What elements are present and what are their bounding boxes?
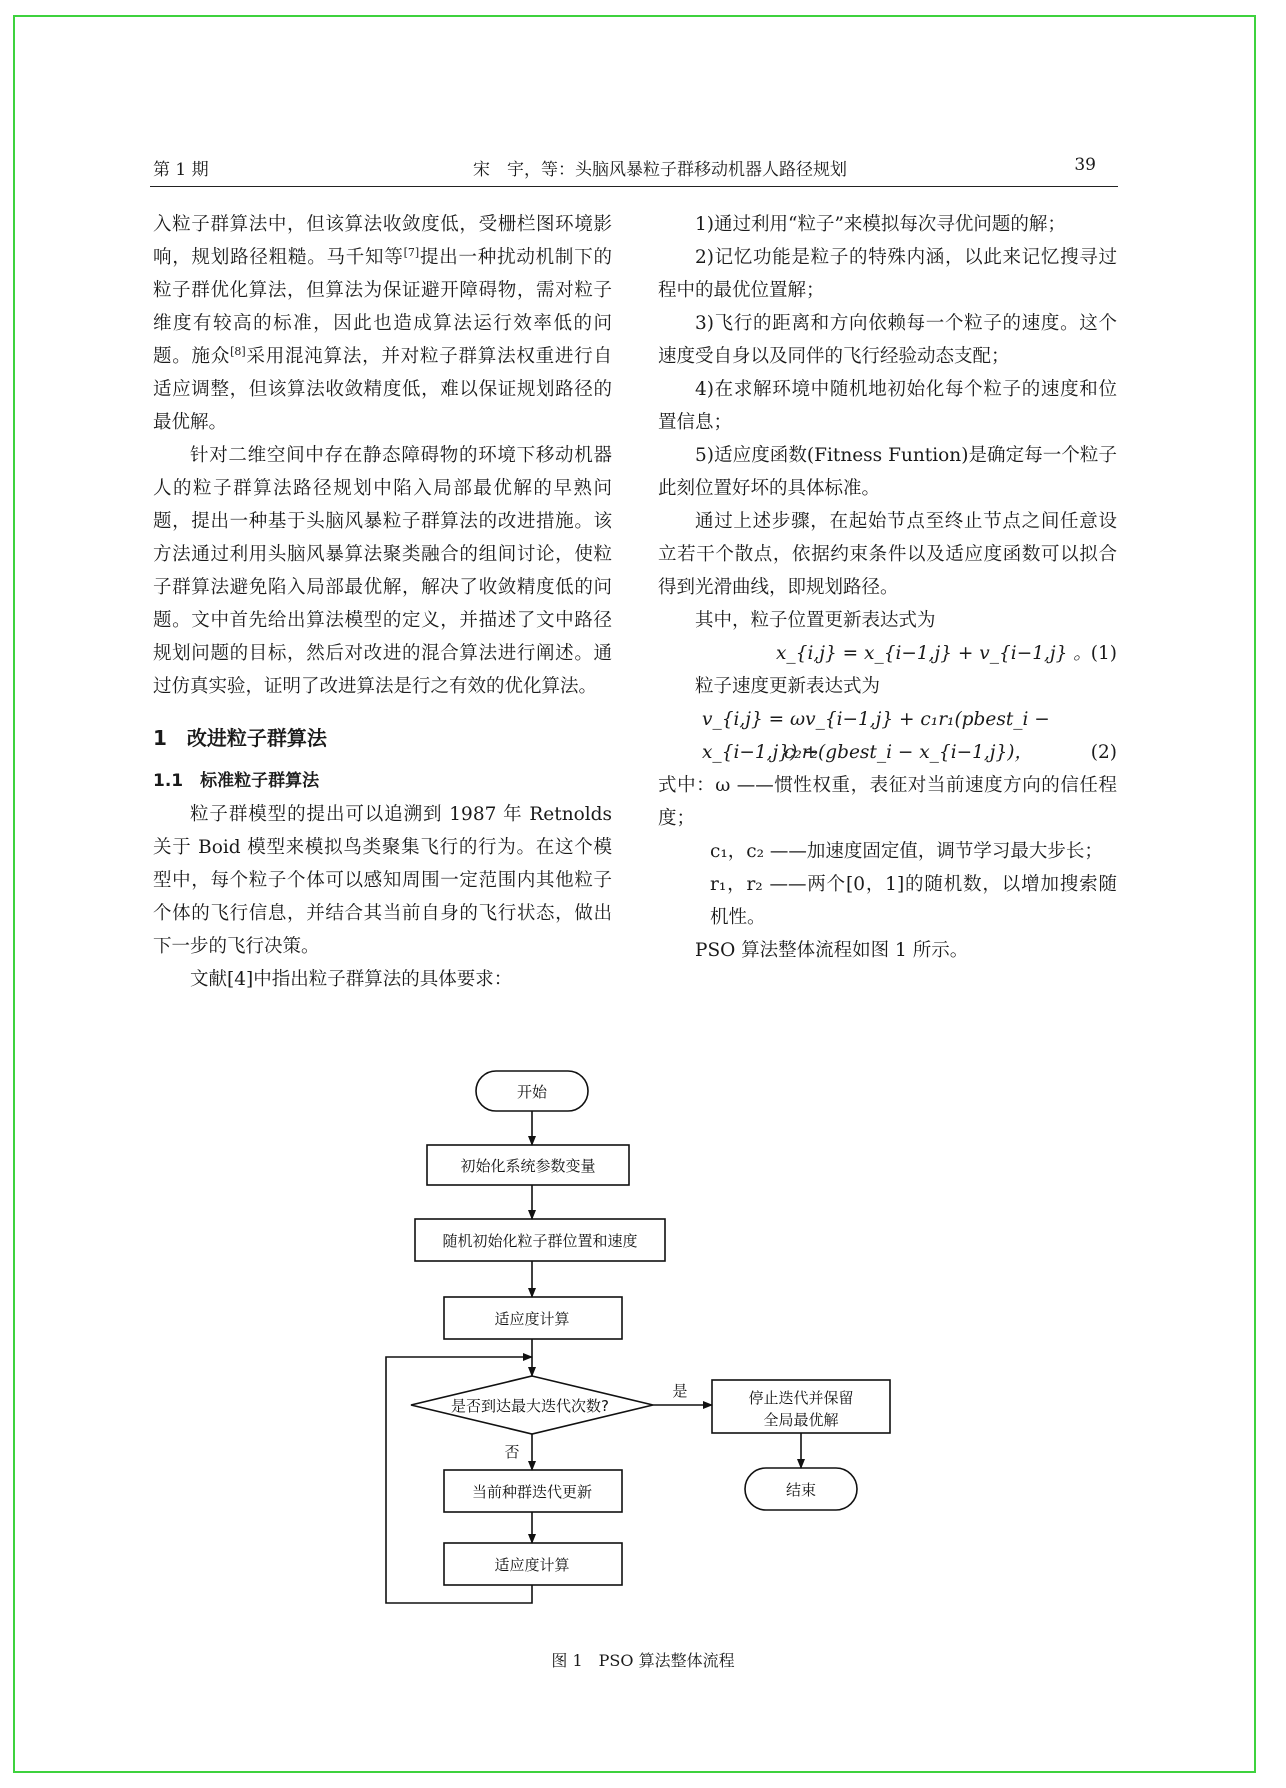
definition: c₁，c₂ ——加速度固定值，调节学习最大步长； (710, 841, 1103, 862)
list-item: 5)适应度函数(Fitness Funtion)是确定每一个粒子此刻位置好坏的具体标准。 (658, 445, 1117, 499)
definition: 式中：ω ——惯性权重，表征对当前速度方向的信任程度； (658, 775, 1117, 829)
equation-body: v_{i,j} = ωv_{i−1,j} + c₁r₁(pbest_i − x_{i−1,j}) + (702, 709, 1050, 763)
list-item: 2)记忆功能是粒子的特殊内涵，以此来记忆搜寻过程中的最优位置解； (658, 247, 1117, 301)
text-run: 提出一种扰动机制下的粒子群优化算法，但算法为保证避开障碍物，需对粒子维度有较高的标准，因此也造成算法运行效率低的问题。施众 (153, 247, 612, 367)
paragraph (153, 208, 612, 439)
equation-body: c₂r₂(gbest_i − x_{i−1,j})， (784, 742, 1033, 763)
fitness-label-1: 适应度计算 (494, 1310, 570, 1328)
paragraph: PSO 算法整体流程如图 1 所示。 (695, 940, 969, 961)
text-run: 入粒子群算法中，但该算法收敛度低，受栅栏图环境影响，规划路径粗糙。马千知等 (153, 214, 612, 268)
fitness-label-2: 适应度计算 (494, 1556, 570, 1574)
text-run: 采用混沌算法，并对粒子群算法权重进行自适应调整，但该算法收敛精度低，难以保证规划路径的最优解。 (153, 346, 612, 433)
header-rule (150, 186, 1118, 187)
end-label: 结束 (785, 1481, 817, 1499)
issue-label: 第 1 期 (153, 160, 209, 180)
equation-number: (2) (1090, 742, 1117, 763)
flowchart (380, 1065, 910, 1640)
equation-number: (1) (1090, 643, 1117, 664)
paragraph: 文献[4]中指出粒子群算法的具体要求： (190, 969, 513, 990)
section-title: 1 改进粒子群算法 (153, 726, 327, 750)
running-title: 宋 宇，等：头脑风暴粒子群移动机器人路径规划 (473, 160, 847, 180)
yes-label: 是 (672, 1382, 688, 1400)
citation: [7] (403, 245, 420, 259)
decision-label: 是否到达最大迭代次数? (451, 1397, 609, 1415)
update-label: 当前种群迭代更新 (471, 1483, 593, 1501)
equation-2-line-2 (658, 736, 1117, 769)
right-column (658, 208, 1117, 967)
start-label: 开始 (516, 1083, 548, 1101)
stop-label-line-1: 停止迭代并保留 (748, 1389, 854, 1407)
equation-body: x_{i,j} = x_{i−1,j} + v_{i−1,j} 。 (776, 643, 1092, 664)
list-item: 3)飞行的距离和方向依赖每一个粒子的速度。这个速度受自身以及同伴的飞行经验动态支配； (658, 313, 1117, 367)
list-item: 1)通过利用“粒子”来模拟每次寻优问题的解； (695, 214, 1066, 235)
paragraph: 粒子群模型的提出可以追溯到 1987 年 Retnolds关于 Boid 模型来模拟鸟类聚集飞行的行为。在这个模型中，每个粒子个体可以感知周围一定范围内其他粒子个体的飞行信息，并结合其当前自身的飞行状态，做出下一步的飞行决策。 (153, 804, 612, 957)
paragraph: 通过上述步骤，在起始节点至终止节点之间任意设立若干个散点，依据约束条件以及适应度函数可以拟合得到光滑曲线，即规划路径。 (658, 511, 1117, 598)
init-swarm-label: 随机初始化粒子群位置和速度 (442, 1232, 638, 1250)
figure-caption: 图 1 PSO 算法整体流程 (551, 1651, 735, 1670)
paragraph: 其中，粒子位置更新表达式为 (695, 610, 936, 631)
page-number: 39 (1074, 155, 1096, 175)
no-label: 否 (504, 1443, 520, 1461)
citation: [8] (230, 344, 246, 358)
init-params-label: 初始化系统参数变量 (460, 1157, 596, 1175)
paragraph: 针对二维空间中存在静态障碍物的环境下移动机器人的粒子群算法路径规划中陷入局部最优解的早熟问题，提出一种基于头脑风暴粒子群算法的改进措施。该方法通过利用头脑风暴算法聚类融合的组间讨论，使粒子群算法避免陷入局部最优解，解决了收敛精度低的问题。文中首先给出算法模型的定义，并描述了文中路径规划问题的目标，然后对改进的混合算法进行阐述。通过仿真实验，证明了改进算法是行之有效的优化算法。 (153, 445, 612, 697)
stop-label-line-2: 全局最优解 (763, 1411, 839, 1429)
equation-1 (658, 637, 1117, 670)
subsection-title: 1.1 标准粒子群算法 (153, 771, 320, 791)
list-item: 4)在求解环境中随机地初始化每个粒子的速度和位置信息； (658, 379, 1117, 433)
left-column (153, 208, 612, 996)
definition: r₁，r₂ ——两个[0，1]的随机数，以增加搜索随机性。 (710, 874, 1117, 928)
paragraph: 粒子速度更新表达式为 (695, 676, 881, 697)
